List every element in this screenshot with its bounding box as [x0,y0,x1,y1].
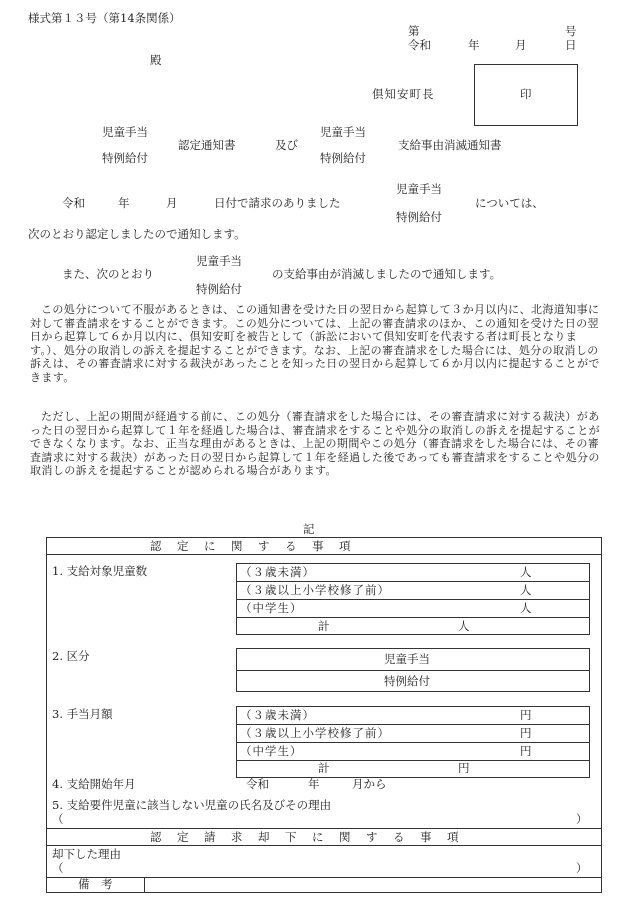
amount-row-junior-high: （中学生） [240,744,303,758]
item3-label: 3. 手当月額 [52,707,113,721]
unit-person: 人 [520,565,532,579]
unit-person: 人 [520,601,532,615]
item4-label: 4. 支給開始年月 [52,777,136,791]
unit-yen: 円 [520,708,532,722]
title-child-allowance-2: 児童手当 [320,125,366,139]
intro-special-allowance: 特例給付 [396,210,442,224]
remarks-top [46,877,602,878]
remarks-divider [144,877,145,893]
reject-heading-bottom [46,845,602,846]
date-year: 年 [468,38,480,52]
extinction-child-allowance: 児童手当 [196,254,242,268]
amount-total-label: 計 [318,761,330,775]
extinction-special-allowance: 特例給付 [196,282,242,296]
intro-day-claim: 日付で請求のありました [214,196,341,210]
reject-heading-top [46,828,602,829]
start-month-from: 月から [352,777,387,791]
children-row-junior-high: （中学生） [240,601,303,615]
date-era: 令和 [408,38,431,52]
divider [236,617,590,618]
title-extinction-notice: 支給事由消滅通知書 [398,138,502,152]
cert-heading: 認 定 に 関 す る 事 項 [150,539,353,553]
item5-paren-close: ） [576,812,588,826]
title-and: 及び [275,138,298,152]
extinction-prefix: また、次のとおり [62,267,154,281]
number-suffix: 号 [565,24,577,38]
category-child: 児童手当 [384,652,430,666]
cert-heading-divider [46,554,602,555]
date-day: 日 [565,38,577,52]
divider [236,760,590,761]
intro-about: については、 [475,196,544,210]
divider [236,581,590,582]
unit-yen: 円 [520,744,532,758]
divider [236,670,590,671]
reject-reason-label: 却下した理由 [52,847,121,861]
title-special-allowance-2: 特例給付 [320,151,366,165]
issuer: 倶知安町長 [372,87,435,101]
unit-person: 人 [520,583,532,597]
extinction-suffix: の支給事由が消滅しましたので通知します。 [272,267,502,281]
intro-child-allowance: 児童手当 [396,182,442,196]
recipient-honorific: 殿 [150,53,162,67]
amount-row-elementary: （３歳以上小学校修了前） [240,726,390,740]
start-era: 令和 [246,777,269,791]
unit-yen: 円 [458,761,470,775]
children-row-elementary: （３歳以上小学校修了前） [240,583,390,597]
item5-paren-open: （ [52,812,64,826]
start-year: 年 [308,777,320,791]
remarks-label: 備 考 [78,877,113,891]
children-row-under3: （３歳未満） [240,565,315,579]
category-special: 特例給付 [384,674,430,688]
children-total-label: 計 [318,619,330,633]
item1-label: 1. 支給対象児童数 [52,564,148,578]
reject-paren-close: ） [576,861,588,875]
reject-heading: 認 定 請 求 却 下 に 関 す る 事 項 [150,830,461,844]
divider [236,599,590,600]
number-label: 第 [408,24,420,38]
title-cert-notice: 認定通知書 [178,138,236,152]
item2-label: 2. 区分 [52,649,90,663]
paragraph-appeal: この処分について不服があるときは、この通知書を受けた日の翌日から起算して３か月以内に、北海道知事に対して審査請求をすることができます。この処分については、上記の審査請求のほか、この通知を受けた日の翌日から起算して６か月以内に、倶知安町を被告として（訴訟において倶知安町を代表する者は町長となります。）、処分の取消しの訴えを提起することができます。なお、上記の審査請求をした場合には、処分の取消しの訴えは、その審査請求に対する裁決があったことを知った日の翌日から起算して６か月以内に提起することができます。 [30,303,600,384]
item5-label: 5. 支給要件児童に該当しない児童の氏名及びその理由 [52,798,332,812]
paragraph-proviso: ただし、上記の期間が経過する前に、この処分（審査請求をした場合には、その審査請求に対する裁決）があった日の翌日から起算して１年を経過した場合は、審査請求をすることや処分の取消しの訴えを提起することができなくなります。なお、正当な理由があるときは、上記の期間やこの処分（審査請求をした場合には、その審査請求に対する裁決）があった日の翌日から起算して１年を経過した後であっても審査請求をすることや処分の取消しの訴えを提起することが認められる場合があります。 [30,410,600,477]
reject-paren-open: （ [52,861,64,875]
intro-month: 月 [166,196,178,210]
seal: 印 [520,87,532,101]
date-month: 月 [515,38,527,52]
divider [236,724,590,725]
unit-yen: 円 [520,726,532,740]
unit-person: 人 [458,619,470,633]
intro-era: 令和 [62,196,85,210]
divider [236,742,590,743]
amount-row-under3: （３歳未満） [240,708,315,722]
title-special-allowance: 特例給付 [102,151,148,165]
title-child-allowance: 児童手当 [102,125,148,139]
intro-line2: 次のとおり認定しましたので通知します。 [28,227,246,241]
ki-heading: 記 [303,522,315,536]
intro-year: 年 [118,196,130,210]
form-number: 様式第１３号（第14条関係） [28,11,181,25]
